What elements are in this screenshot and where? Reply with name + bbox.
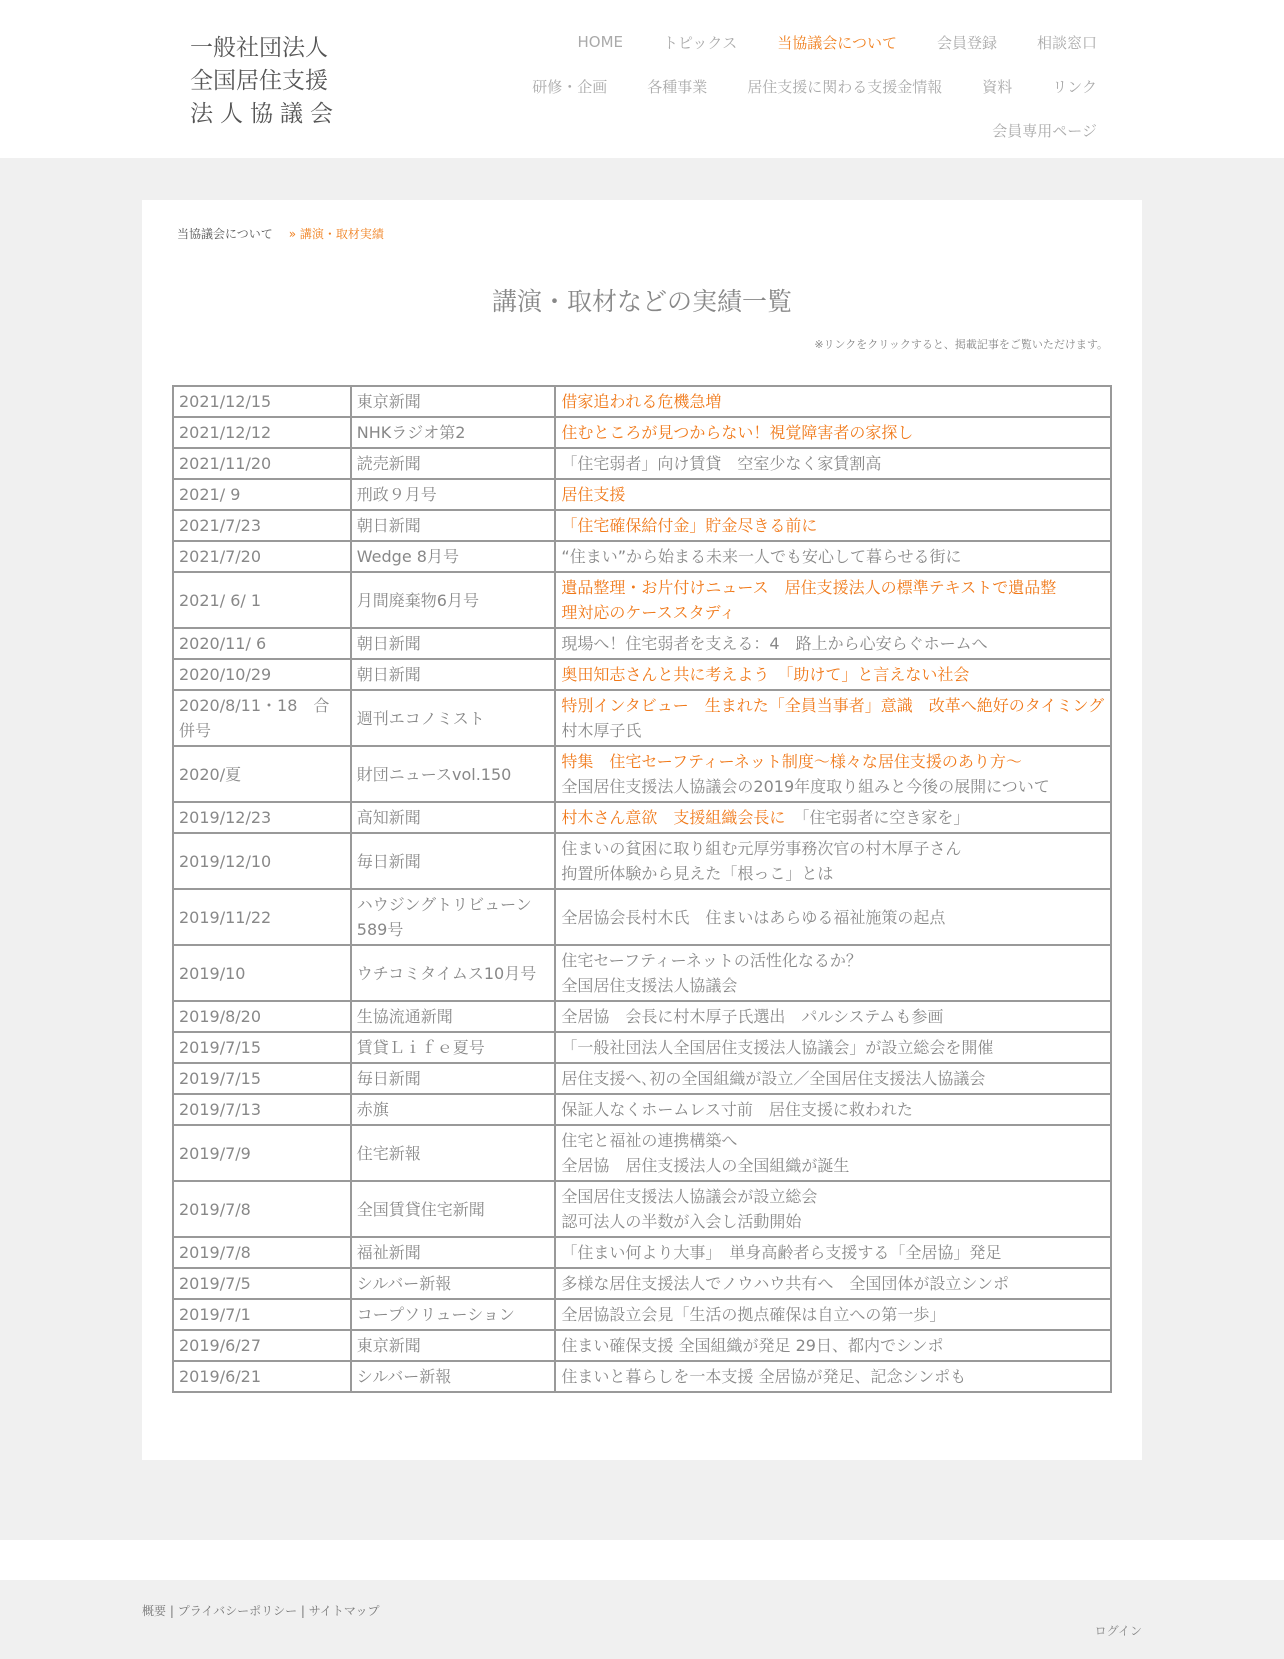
record-media: 賃貸Ｌｉｆｅ夏号	[351, 1032, 556, 1063]
table-row	[173, 1330, 1111, 1361]
record-date: 2021/ 6/ 1	[173, 572, 351, 628]
footer-separator: |	[166, 1604, 178, 1618]
article-text: 全国居住支援法人協議会が設立総会	[561, 1187, 818, 1206]
table-row	[173, 833, 1111, 889]
footer-link[interactable]: プライバシーポリシー	[177, 1604, 298, 1618]
article-text: 全居協 会長に村木厚子氏選出 パルシステムも参画	[561, 1007, 944, 1026]
record-title	[555, 690, 1121, 746]
login-link[interactable]: ログイン	[1094, 1624, 1142, 1638]
nav-item[interactable]: 資料	[982, 77, 1013, 96]
article-text: 住まい確保支援 全国組織が発足 29日、都内でシンポ	[561, 1336, 944, 1355]
footer-spacer	[0, 1540, 1284, 1580]
record-date: 2020/11/ 6	[173, 628, 351, 659]
article-link[interactable]: 奥田知志さんと共に考えよう 「助けて」と言えない社会	[561, 665, 970, 684]
record-media: 朝日新聞	[351, 510, 556, 541]
table-row	[173, 541, 1111, 572]
table-row	[173, 1237, 1111, 1268]
site-logo[interactable]	[190, 32, 390, 131]
record-media: 赤旗	[351, 1094, 556, 1125]
record-date: 2019/12/10	[173, 833, 351, 889]
article-text: 全居協 居住支援法人の全国組織が誕生	[561, 1156, 850, 1175]
article-link[interactable]: 理対応のケーススタディ	[561, 603, 736, 622]
article-text: 「住まい何より大事」 単身高齢者ら支援する「全居協」発足	[561, 1243, 1002, 1262]
nav-item[interactable]: 各種事業	[647, 77, 708, 96]
nav-item[interactable]: HOME	[577, 33, 623, 51]
article-link[interactable]: 借家追われる危機急増	[561, 392, 722, 411]
record-date: 2021/ 9	[173, 479, 351, 510]
record-title	[555, 448, 1111, 479]
article-text: 現場へ！住宅弱者を支える：4 路上から心安らぐホームへ	[561, 634, 988, 653]
nav-item[interactable]: トピックス	[663, 33, 738, 52]
table-row	[173, 889, 1111, 945]
nav-item[interactable]: 当協議会について	[777, 33, 897, 52]
record-title	[555, 1361, 1111, 1392]
table-row	[173, 448, 1111, 479]
record-media: 月間廃棄物6月号	[351, 572, 556, 628]
record-media: 週刊エコノミスト	[351, 690, 556, 746]
nav-row	[397, 20, 1097, 64]
record-date: 2019/11/22	[173, 889, 351, 945]
article-link[interactable]: 「住宅確保給付金」貯金尽きる前に	[561, 516, 818, 535]
record-date: 2021/7/20	[173, 541, 351, 572]
table-row	[173, 1268, 1111, 1299]
footer-link[interactable]: サイトマップ	[308, 1604, 380, 1618]
record-media: NHKラジオ第2	[351, 417, 556, 448]
record-media: ウチコミタイムス10月号	[351, 945, 556, 1001]
nav-item[interactable]: リンク	[1052, 77, 1097, 96]
article-text: 住まいと暮らしを一本支援 全居協が発足、記念シンポも	[561, 1367, 967, 1386]
main-nav	[397, 20, 1097, 152]
article-text: 「住宅弱者に空き家を」	[785, 808, 970, 827]
record-title	[555, 1268, 1111, 1299]
record-date: 2020/8/11・18 合併号	[173, 690, 351, 746]
record-title	[555, 510, 1111, 541]
record-date: 2019/7/13	[173, 1094, 351, 1125]
table-row	[173, 572, 1111, 628]
record-title	[555, 386, 1111, 417]
table-row	[173, 1299, 1111, 1330]
record-title	[555, 479, 1111, 510]
table-row	[173, 1125, 1111, 1181]
record-media: 毎日新聞	[351, 1063, 556, 1094]
record-media: 福祉新聞	[351, 1237, 556, 1268]
record-date: 2019/7/5	[173, 1268, 351, 1299]
nav-item[interactable]: 会員専用ページ	[992, 121, 1097, 140]
article-link[interactable]: 村木さん意欲 支援組織会長に	[561, 808, 786, 827]
article-text: 全居協会長村木氏 住まいはあらゆる福祉施策の起点	[561, 907, 946, 927]
page-title: 講演・取材などの実績一覧	[491, 287, 792, 316]
breadcrumb-parent[interactable]: 当協議会について	[177, 227, 273, 241]
record-date: 2019/7/1	[173, 1299, 351, 1330]
record-title	[555, 628, 1111, 659]
table-row	[173, 746, 1111, 802]
record-media: 東京新聞	[351, 386, 556, 417]
article-text: 全居協設立会見「生活の拠点確保は自立への第一歩」	[561, 1305, 946, 1324]
table-row	[173, 1032, 1111, 1063]
table-row	[173, 1181, 1111, 1237]
article-text: 多様な居住支援法人でノウハウ共有へ 全国団体が設立シンポ	[561, 1274, 1010, 1293]
main-content	[142, 200, 1142, 1460]
logo-line-1: 一般社団法人	[190, 35, 328, 61]
record-date: 2021/11/20	[173, 448, 351, 479]
site-header	[0, 0, 1284, 158]
record-media: ハウジングトリビューン589号	[351, 889, 556, 945]
article-text: 住宅セーフティーネットの活性化なるか？	[561, 951, 862, 970]
link-note: ※リンクをクリックすると、掲載記事をご覧いただけます。	[814, 338, 1108, 351]
record-media: 生協流通新聞	[351, 1001, 556, 1032]
record-title	[555, 1299, 1111, 1330]
logo-line-2: 全国居住支援	[190, 68, 328, 94]
article-link[interactable]: 居住支援	[561, 485, 626, 504]
footer-links	[142, 1602, 379, 1619]
record-media: 東京新聞	[351, 1330, 556, 1361]
table-row	[173, 1001, 1111, 1032]
nav-row	[397, 64, 1097, 108]
article-text: 全国居住支援法人協議会	[561, 976, 738, 995]
article-link[interactable]: 住むところが見つからない！視覚障害者の家探し	[561, 423, 914, 442]
table-row	[173, 659, 1111, 690]
nav-item[interactable]: 相談窓口	[1036, 33, 1097, 52]
nav-row	[397, 108, 1097, 152]
record-media: コープソリューション	[351, 1299, 556, 1330]
table-row	[173, 1361, 1111, 1392]
record-date: 2019/6/27	[173, 1330, 351, 1361]
record-media: 朝日新聞	[351, 628, 556, 659]
record-title	[555, 889, 1111, 945]
article-link[interactable]: 特別インタビュー 生まれた「全員当事者」意識 改革へ絶好のタイミング	[561, 696, 1105, 715]
record-date: 2019/7/15	[173, 1063, 351, 1094]
table-row	[173, 417, 1111, 448]
table-row	[173, 628, 1111, 659]
record-title	[555, 1237, 1111, 1268]
logo-line-3: 法人協議会	[190, 101, 340, 127]
record-date: 2019/7/15	[173, 1032, 351, 1063]
table-row	[173, 510, 1111, 541]
record-title	[555, 541, 1111, 572]
record-date: 2019/6/21	[173, 1361, 351, 1392]
record-title	[555, 1094, 1111, 1125]
record-date: 2020/10/29	[173, 659, 351, 690]
breadcrumb-current: » 講演・取材実績	[288, 227, 384, 241]
record-media: シルバー新報	[351, 1361, 556, 1392]
record-media: 全国賃貸住宅新聞	[351, 1181, 556, 1237]
footer-link[interactable]: 概要	[142, 1604, 167, 1618]
record-title	[555, 833, 1111, 889]
record-title	[555, 1330, 1111, 1361]
record-date: 2021/12/12	[173, 417, 351, 448]
record-media: 朝日新聞	[351, 659, 556, 690]
record-title	[555, 659, 1111, 690]
record-date: 2019/7/8	[173, 1237, 351, 1268]
record-date: 2019/10	[173, 945, 351, 1001]
records-table-wrap	[172, 385, 1121, 1393]
record-title	[555, 746, 1111, 802]
record-media: Wedge 8月号	[351, 541, 556, 572]
article-text: 保証人なくホームレス寸前 居住支援に救われた	[561, 1100, 913, 1119]
record-media: 読売新聞	[351, 448, 556, 479]
site-footer	[0, 1580, 1284, 1659]
table-row	[173, 1063, 1111, 1094]
record-title	[555, 1181, 1111, 1237]
article-text: 村木厚子氏	[561, 696, 1121, 740]
record-title	[555, 1001, 1111, 1032]
table-row	[173, 802, 1111, 833]
article-text: 拘置所体験から見えた「根っこ」とは	[561, 864, 834, 883]
record-title	[555, 802, 1111, 833]
record-date: 2019/7/9	[173, 1125, 351, 1181]
article-text: 全国居住支援法人協議会の2019年度取り組みと今後の展開について	[561, 777, 1050, 796]
table-row	[173, 945, 1111, 1001]
article-text: 認可法人の半数が入会し活動開始	[561, 1212, 802, 1231]
records-table	[172, 385, 1121, 1393]
article-text: 「住宅弱者」向け賃貸 空室少なく家賃割高	[561, 454, 882, 473]
record-media: シルバー新報	[351, 1268, 556, 1299]
record-media: 刑政９月号	[351, 479, 556, 510]
record-title	[555, 1063, 1111, 1094]
record-media: 住宅新報	[351, 1125, 556, 1181]
record-media: 財団ニュースvol.150	[351, 746, 556, 802]
article-link[interactable]: 特集 住宅セーフティーネット制度～様々な居住支援のあり方～	[561, 752, 1022, 771]
nav-item[interactable]: 研修・企画	[532, 77, 608, 96]
article-text: 「一般社団法人全国居住支援法人協議会」が設立総会を開催	[561, 1038, 994, 1057]
record-title	[555, 417, 1111, 448]
breadcrumb	[177, 225, 384, 242]
record-date: 2021/12/15	[173, 386, 351, 417]
record-date: 2021/7/23	[173, 510, 351, 541]
record-media: 毎日新聞	[351, 833, 556, 889]
footer-separator: |	[297, 1604, 309, 1618]
table-row	[173, 1094, 1111, 1125]
table-row	[173, 479, 1111, 510]
record-date: 2020/夏	[173, 746, 351, 802]
article-text: “住まい”から始まる未来一人でも安心して暮らせる街に	[561, 547, 962, 566]
record-title	[555, 1125, 1111, 1181]
nav-item[interactable]: 居住支援に関わる支援金情報	[747, 77, 943, 96]
record-title	[555, 945, 1111, 1001]
article-link[interactable]: 遺品整理・お片付けニュース 居住支援法人の標準テキストで遺品整	[561, 578, 1057, 597]
record-date: 2019/12/23	[173, 802, 351, 833]
record-title	[555, 1032, 1111, 1063]
article-text: 住宅と福祉の連携構築へ	[561, 1131, 738, 1150]
table-row	[173, 690, 1111, 746]
record-date: 2019/8/20	[173, 1001, 351, 1032]
article-text: 居住支援へ､初の全国組織が設立／全国居住支援法人協議会	[561, 1069, 986, 1088]
article-text: 住まいの貧困に取り組む元厚労事務次官の村木厚子さん	[561, 839, 962, 858]
table-row	[173, 386, 1111, 417]
nav-item[interactable]: 会員登録	[936, 33, 997, 52]
record-media: 高知新聞	[351, 802, 556, 833]
record-date: 2019/7/8	[173, 1181, 351, 1237]
record-title	[555, 572, 1111, 628]
